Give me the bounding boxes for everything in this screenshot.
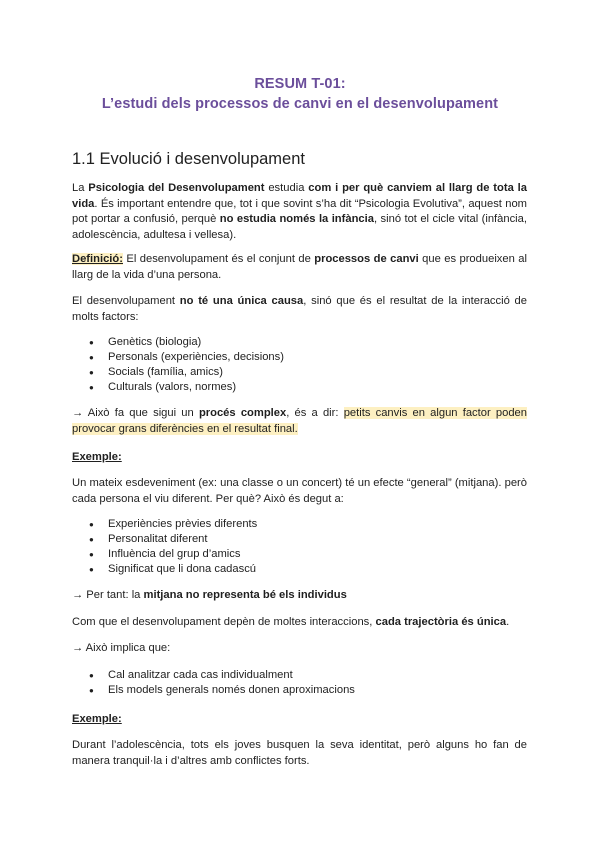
text-run: estudia [264,182,309,194]
bold-run: no té una única causa [179,295,304,307]
text-run: El desenvolupament és el conjunt de [122,253,315,265]
example-label-1: Exemple: [72,451,122,463]
list-item: ● Influència del grup d’amics [72,547,257,562]
text-run: Com que el desenvolupament depèn de moltes interaccions, [72,616,376,628]
example-paragraph-2: Durant l’adolescència, tots els joves busquen la seva identitat, però alguns ho fan de manera tranquil·la i d’altres amb conflictes forts. [72,739,527,767]
section-heading: 1.1 Evolució i desenvolupament [72,150,305,168]
list-item: ● Genètics (biologia) [72,335,284,350]
list-item: ● Personals (experiències, decisions) [72,350,284,365]
bold-run: com i per què canviem al llarg de tota la vida [72,182,527,210]
reasons-list [72,517,257,577]
complex-process-paragraph [72,406,527,437]
text-run: El desenvolupament [72,295,180,307]
definition-paragraph [72,252,527,283]
text-run: → Això fa que sigui un [72,407,199,419]
document-title-line1: RESUM T-01: [254,76,346,92]
list-item: ● Personalitat diferent [72,532,257,547]
list-item: ● Significat que li dona cadascú [72,562,257,577]
example-paragraph-1: Un mateix esdeveniment (ex: una classe o un concert) té un efecte “general” (mitjana). però cada persona el viu diferent. Per què? Això és degut a: [72,477,527,505]
text-run: . És important entendre que, tot i que sovint s’ha dit “Psicologia Evolutiva”, aquest nom pot portar a confusió, perquè [72,197,527,225]
text-run: , sinó que és el resultat de la interacció de molts factors: [72,295,528,323]
implication-paragraph: → Això implica que: [72,642,171,654]
causes-paragraph [72,294,527,325]
text-run: . [506,616,510,628]
conclusion-paragraph [72,588,527,604]
list-item: ● Socials (família, amics) [72,365,284,380]
text-run: , és a dir: [286,407,344,419]
factors-list [72,335,284,395]
list-item: ● Experiències prèvies diferents [72,517,257,532]
text-run: → Per tant: la [72,589,144,601]
implications-list [72,668,355,698]
text-run: que es produeixen al llarg de la vida d’una persona. [72,253,527,281]
bold-run: procés complex [198,407,287,419]
example-label-2: Exemple: [72,713,122,725]
bold-run: Psicologia del Desenvolupament [88,182,265,194]
document-title-line2: L’estudi dels processos de canvi en el desenvolupament [101,96,499,112]
text-run: , sinó tot el cicle vital (infància, adolescència, adultesa i vellesa). [72,213,528,241]
bold-run: processos de canvi [314,253,419,265]
highlighted-run: petits canvis en algun factor poden provocar grans diferències en el resultat final. [72,407,528,435]
text-run: La [72,182,89,194]
trajectory-paragraph [72,615,527,631]
intro-paragraph [72,181,527,243]
definition-label: Definició: [72,253,123,265]
list-item: ● Culturals (valors, normes) [72,380,284,395]
list-item: ● Cal analitzar cada cas individualment [72,668,355,683]
bold-run: cada trajectòria és única [375,616,507,628]
bold-run: no estudia només la infància [219,213,374,225]
bold-run: mitjana no representa bé els individus [143,589,347,601]
list-item: ● Els models generals només donen aproximacions [72,683,355,698]
